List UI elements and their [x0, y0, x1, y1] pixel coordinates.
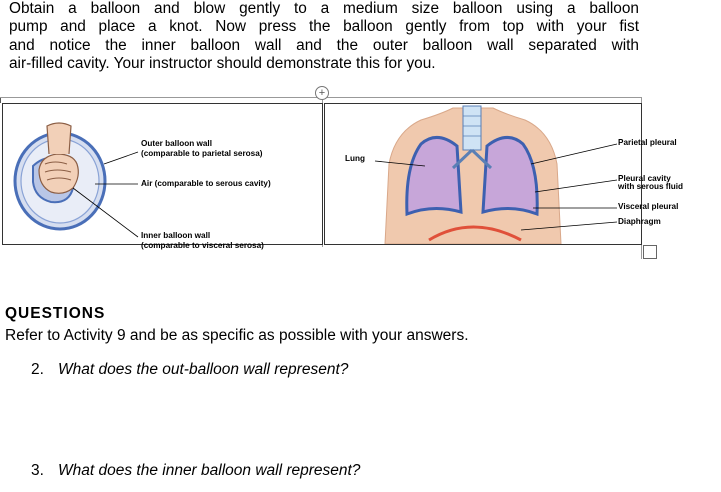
pleura-figure — [324, 103, 684, 245]
diaphragm-label: Diaphragm — [618, 217, 661, 226]
pleural-cavity-label: Pleural cavity — [618, 174, 671, 183]
question-number: 3. — [31, 462, 44, 479]
lung-label: Lung — [345, 154, 366, 163]
inner-wall-note: (comparable to visceral serosa) — [141, 241, 264, 250]
instruction-line: and notice the inner balloon wall and the outer balloon wall separated with — [9, 36, 639, 54]
thorax-illustration — [325, 104, 641, 244]
instruction-line: Obtain a balloon and blow gently to a medium size balloon using a balloon — [9, 0, 639, 17]
question-number: 2. — [31, 361, 44, 378]
air-label: Air (comparable to serous cavity) — [141, 179, 271, 188]
outer-wall-note: (comparable to parietal serosa) — [141, 149, 263, 158]
balloon-figure — [2, 103, 323, 250]
pleural-cavity-note: with serous fluid — [618, 182, 684, 191]
instruction-line: air-filled cavity. Your instructor should demonstrate this for you. — [9, 55, 436, 73]
instructions-paragraph — [9, 0, 639, 74]
questions-heading: QUESTIONS — [5, 305, 106, 322]
instruction-line: pump and place a knot. Now press the balloon gently from top with your fist — [9, 18, 639, 36]
table-move-handle-icon[interactable]: + — [315, 86, 329, 100]
question-text: What does the inner balloon wall represent? — [58, 462, 361, 479]
question-item — [31, 361, 348, 379]
visceral-pleural-label: Visceral pleural — [618, 202, 679, 211]
checkbox[interactable] — [643, 245, 657, 259]
balloon-illustration — [3, 104, 322, 244]
table-guide-line — [0, 97, 330, 98]
parietal-pleural-label: Parietal pleural — [618, 138, 677, 147]
inner-wall-label: Inner balloon wall — [141, 231, 211, 240]
question-item — [31, 462, 360, 480]
questions-subtitle: Refer to Activity 9 and be as specific as possible with your answers. — [5, 327, 469, 344]
outer-wall-label: Outer balloon wall — [141, 139, 212, 148]
table-guide-line — [330, 97, 642, 98]
question-text: What does the out-balloon wall represent? — [58, 361, 349, 378]
